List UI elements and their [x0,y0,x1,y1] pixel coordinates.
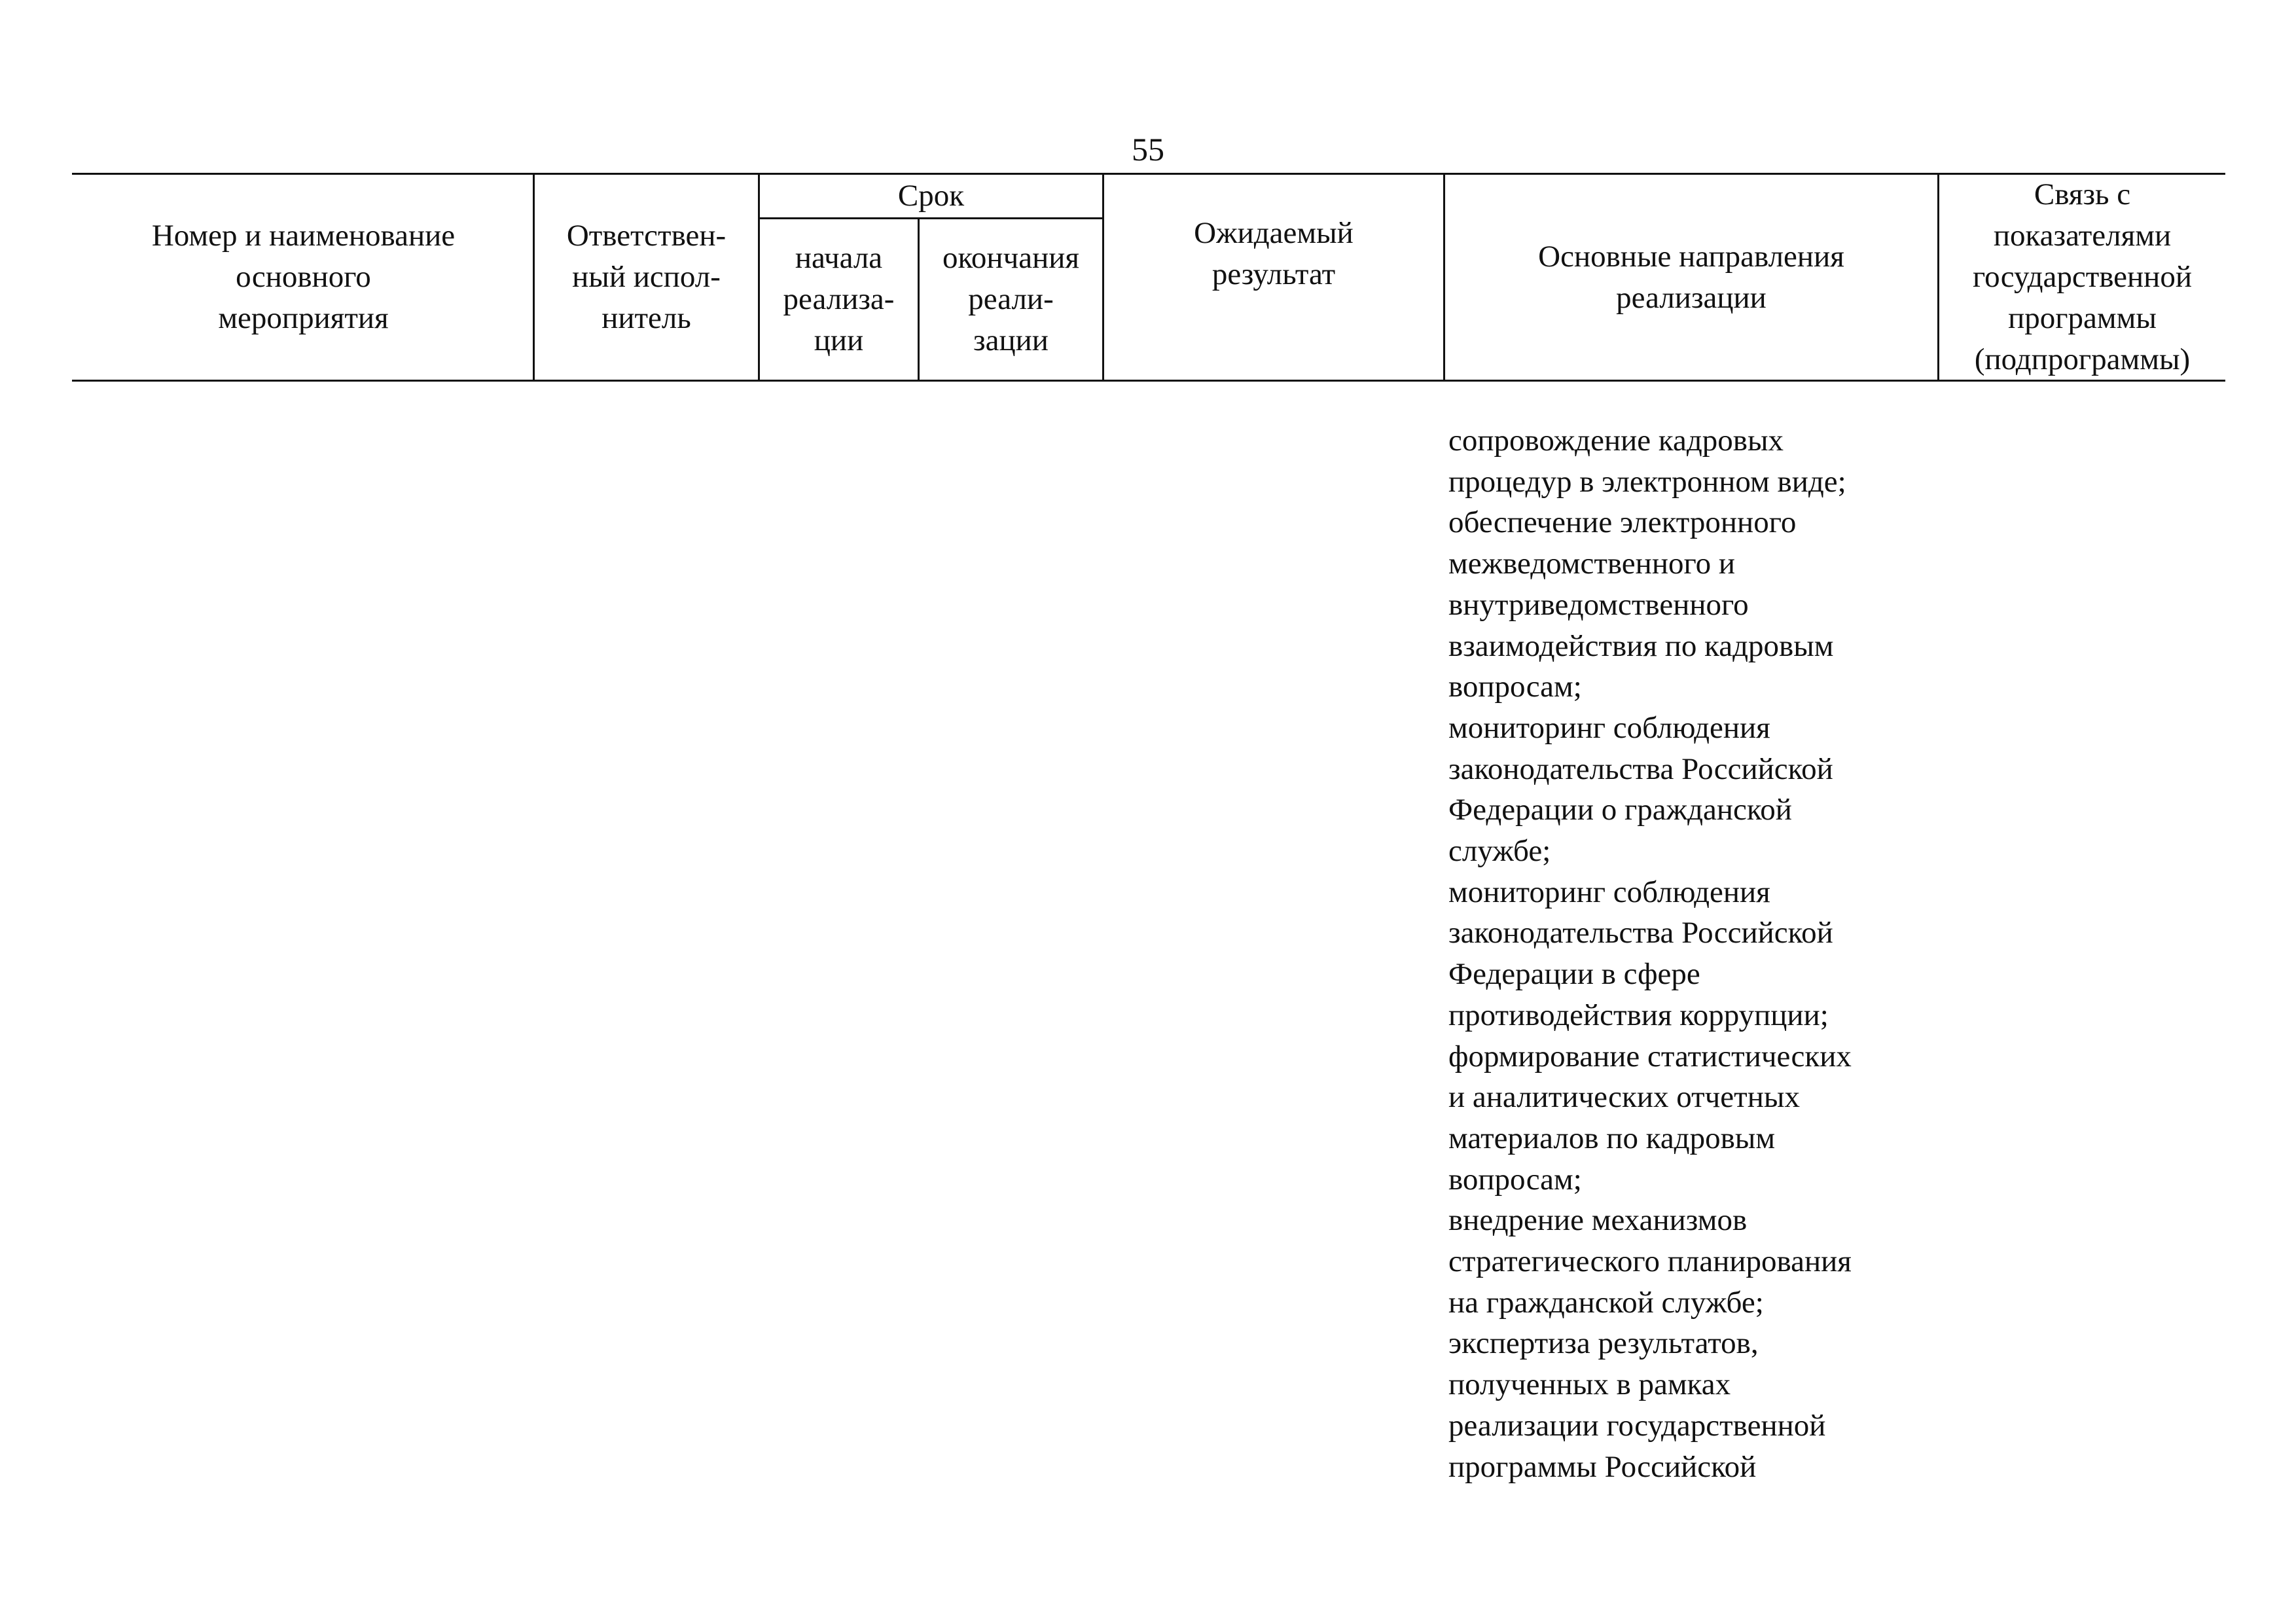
text-line: мониторинг соблюдения [1448,710,1770,745]
text-line: сопровождение кадровых [1448,424,1784,458]
header-expected-result: Ожидаемый результат [1194,216,1354,291]
header-responsible-executor: Ответствен- ный испол- нитель [566,219,726,335]
text-line: внедрение механизмов [1448,1203,1748,1238]
text-line: полученных в рамках [1448,1367,1731,1402]
text-line: и аналитических отчетных [1448,1080,1800,1115]
header-measure-name: Номер и наименование основного мероприятия [151,219,456,335]
text-line: Федерации в сфере [1448,957,1700,992]
header-srok: Срок [897,179,965,213]
text-line: экспертиза результатов, [1448,1326,1759,1361]
text-line: формирование статистических [1448,1039,1852,1074]
text-line: внутриведомственного [1448,587,1749,622]
header-link-indicators: Связь с показателями государственной программы (подпрограммы) [1973,177,2192,376]
header-start-date: начала реализа- ции [783,241,895,357]
text-line: программы Российской [1448,1449,1757,1484]
text-line: процедур в электронном виде; [1448,464,1846,499]
text-line: обеспечение электронного [1448,505,1797,540]
text-line: взаимодействия по кадровым [1448,628,1834,663]
main-directions-text [1448,420,1946,1487]
text-line: материалов по кадровым [1448,1121,1776,1155]
text-line: стратегического планирования [1448,1244,1852,1279]
text-line: Федерации о гражданской [1448,793,1792,827]
text-line: службе; [1448,834,1551,869]
header-end-date: окончания реали- зации [942,241,1080,357]
text-line: противодействия коррупции; [1448,998,1829,1032]
text-line: реализации государственной [1448,1408,1826,1443]
text-line: законодательства Российской [1448,916,1833,950]
header-main-directions: Основные направления реализации [1538,239,1844,315]
text-line: вопросам; [1448,1162,1582,1197]
text-line: законодательства Российской [1448,751,1833,786]
page-number: 55 [1132,131,1164,168]
text-line: мониторинг соблюдения [1448,875,1770,909]
text-line: межведомственного и [1448,547,1735,581]
table-header-bottom-border [72,380,2225,382]
text-line: на гражданской службе; [1448,1285,1764,1320]
text-line: вопросам; [1448,670,1582,704]
